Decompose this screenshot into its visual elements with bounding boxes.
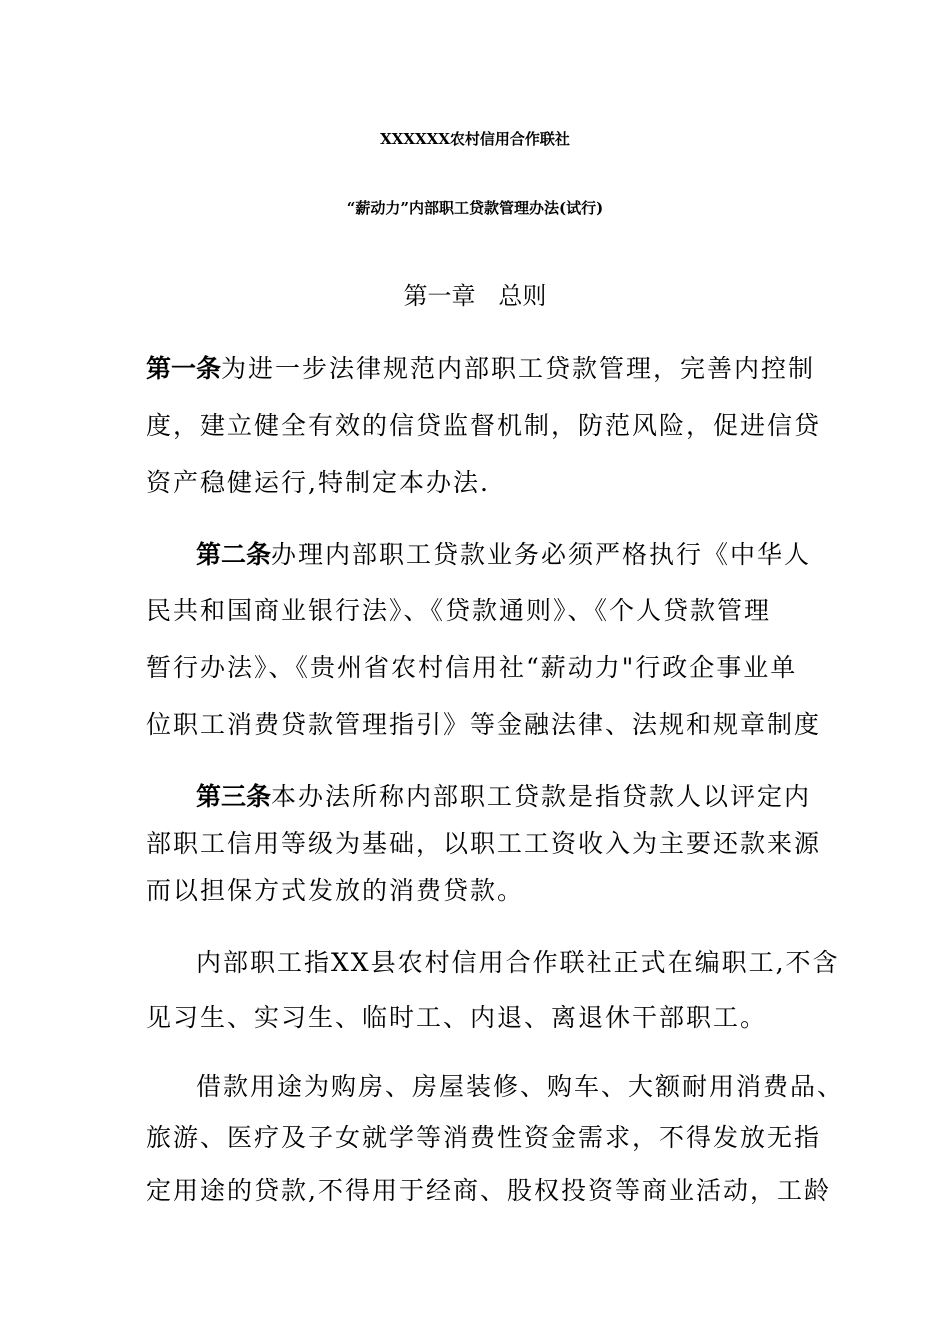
article1-text1: 为进一步法律规范内部职工贷款管理，完善内控制 [221,354,816,383]
article3-line1 [196,784,811,809]
article2-text1: 办理内部职工贷款业务必须严格执行《中华人 [271,540,812,569]
article2-line2: 民共和国商业银行法》、《贷款通则》、《个人贷款管理 [146,596,772,625]
purpose-paragraph-line2: 旅游、医疗及子女就学等消费性资金需求，不得发放无指 [146,1123,822,1152]
article1-line1 [146,356,815,381]
purpose-paragraph-line1: 借款用途为购房、房屋装修、购车、大额耐用消费品、 [196,1072,845,1101]
staff-paragraph-line1: 内部职工指XX县农村信用合作联社正式在编职工,不含 [196,948,840,977]
article3-line2: 部职工信用等级为基础，以职工工资收入为主要还款来源 [146,829,822,858]
article1-label: 第一条 [146,354,222,383]
article3-label: 第三条 [196,782,272,811]
article2-line3: 暂行办法》、《贵州省农村信用社“薪动力"行政企事业单 [146,653,798,682]
article2-line4: 位职工消费贷款管理指引》等金融法律、法规和规章制度 [146,710,822,739]
article2-line1 [196,542,811,567]
document-title-line1: XXXXXX农村信用合作联社 [380,130,570,148]
article1-line3: 资产稳健运行,特制定本办法. [146,468,490,497]
chapter-heading: 第一章 总则 [403,282,547,310]
article3-line3: 而以担保方式发放的消费贷款。 [146,876,525,905]
article2-label: 第二条 [196,540,272,569]
document-title-line2: “薪动力”内部职工贷款管理办法(试行) [346,199,604,217]
staff-paragraph-line2: 见习生、实习生、临时工、内退、离退休干部职工。 [146,1003,768,1032]
article3-text1: 本办法所称内部职工贷款是指贷款人以评定内 [271,782,812,811]
purpose-paragraph-line3: 定用途的贷款,不得用于经商、股权投资等商业活动，工龄 [146,1176,831,1205]
article1-line2: 度，建立健全有效的信贷监督机制，防范风险，促进信贷 [146,411,822,440]
